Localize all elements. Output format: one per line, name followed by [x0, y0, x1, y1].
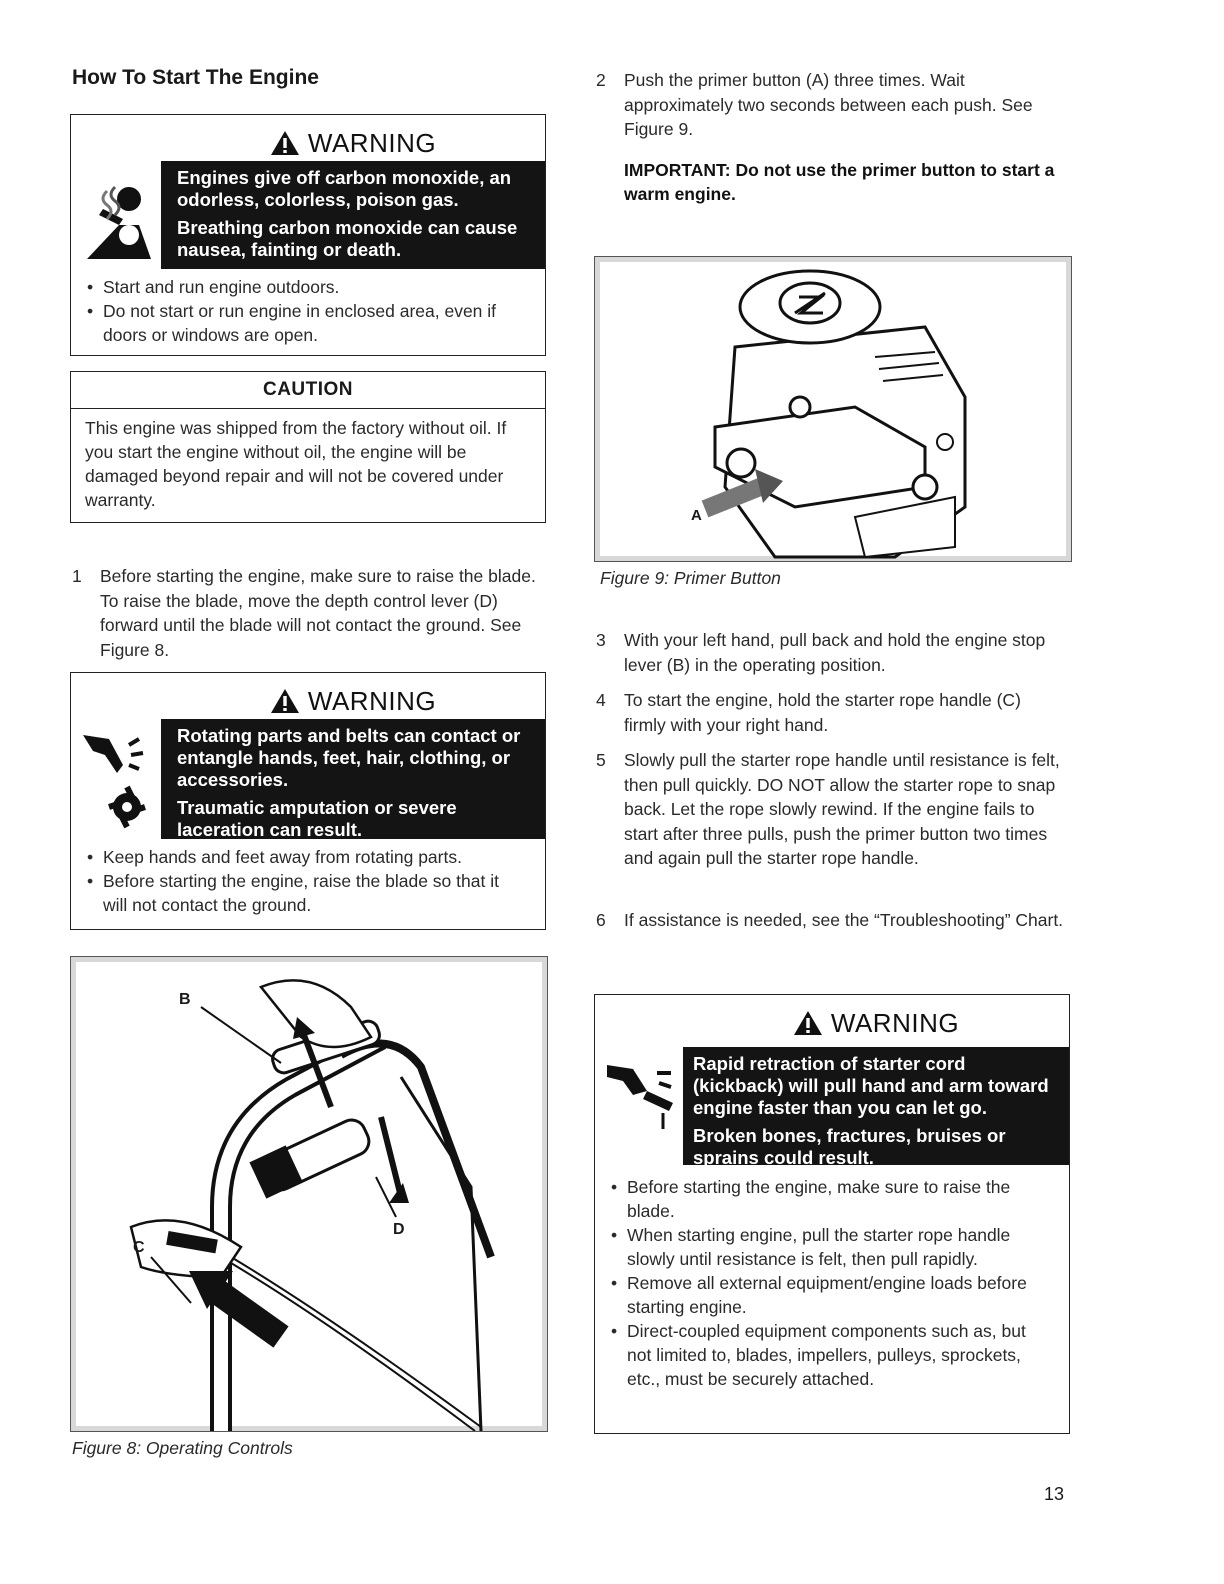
important-note: IMPORTANT: Do not use the primer button to start a warm engine.: [624, 160, 1055, 204]
step-number: 1: [72, 566, 82, 586]
carbon-monoxide-hazard-icon: [79, 177, 163, 267]
list-item: • Direct-coupled equipment components such as, but not limited to, blades, impellers, pulleys, sprockets, etc., must be securely attached.: [605, 1319, 1045, 1391]
warning-box-carbon-monoxide: [70, 114, 546, 356]
page-number: 13: [1043, 1484, 1064, 1504]
warning-box-kickback: [594, 994, 1070, 1434]
warning-heading: [161, 125, 545, 161]
caution-title: CAUTION: [262, 379, 354, 400]
figure-operating-controls: [70, 956, 548, 1432]
figure-primer-button: [594, 256, 1072, 562]
step-text: Slowly pull the starter rope handle until resistance is felt, then pull quickly. DO NOT allow the starter rope to snap back. Let the rope slowly rewind. If the engine fails to start after three pulls, push the primer button two times and again pull the starter rope handle.: [624, 750, 1060, 868]
step-number: 2: [596, 70, 606, 90]
step-number: 4: [596, 690, 606, 710]
warning-heading: [683, 1005, 1069, 1041]
hazard-line: Engines give off carbon monoxide, an odorless, colorless, poison gas.: [177, 167, 512, 210]
caution-text: This engine was shipped from the factory without oil. If you start the engine without oil, the engine will be damaged beyond repair and will not be covered under warranty.: [85, 418, 507, 510]
callout-label-a: A: [691, 507, 702, 524]
step-text: To start the engine, hold the starter rope handle (C) firmly with your right hand.: [624, 690, 1021, 735]
warning-hazard-statement: [161, 719, 545, 839]
warning-title: WARNING: [307, 685, 437, 716]
warning-instructions: [81, 845, 521, 917]
list-item: • Keep hands and feet away from rotating parts.: [81, 845, 521, 869]
caution-box: [70, 371, 546, 523]
callout-label-b: B: [179, 991, 191, 1008]
kickback-hazard-icon: [603, 1055, 687, 1131]
figure-9-caption: Figure 9: Primer Button: [600, 568, 781, 588]
list-item: • Do not start or run engine in enclosed area, even if doors or windows are open.: [81, 299, 521, 347]
page-title: How To Start The Engine: [72, 66, 319, 89]
step-text: Before starting the engine, make sure to raise the blade. To raise the blade, move the depth control lever (D) forward until the blade will not contact the ground. See Figure 8.: [100, 566, 536, 660]
step-number: 3: [596, 630, 606, 650]
step-text: If assistance is needed, see the “Troubleshooting” Chart.: [624, 910, 1064, 930]
warning-instructions: [605, 1175, 1045, 1391]
callout-label-d: D: [393, 1221, 405, 1238]
hazard-line: Rotating parts and belts can contact or entangle hands, feet, hair, clothing, or accessories.: [177, 725, 521, 790]
warning-instructions: [81, 275, 521, 347]
warning-title: WARNING: [307, 127, 437, 158]
list-item: • Start and run engine outdoors.: [81, 275, 521, 299]
warning-triangle-icon: [793, 1010, 823, 1036]
warning-triangle-icon: [270, 130, 300, 156]
entanglement-hazard-icon: [79, 725, 163, 835]
divider: [71, 408, 545, 409]
hazard-line: Breathing carbon monoxide can cause nausea, fainting or death.: [177, 217, 518, 260]
list-item: • Before starting the engine, make sure to raise the blade.: [605, 1175, 1045, 1223]
step-text: Push the primer button (A) three times. Wait approximately two seconds between each push. See Figure 9.: [624, 70, 1033, 139]
list-item: • When starting engine, pull the starter rope handle slowly until resistance is felt, then pull rapidly.: [605, 1223, 1045, 1271]
warning-box-rotating-parts: [70, 672, 546, 930]
step-text: With your left hand, pull back and hold the engine stop lever (B) in the operating position.: [624, 630, 1046, 675]
warning-title: WARNING: [830, 1007, 960, 1038]
hazard-line: Traumatic amputation or severe laceration can result.: [177, 797, 457, 840]
hazard-line: Broken bones, fractures, bruises or sprains could result.: [693, 1125, 1006, 1168]
list-item: • Remove all external equipment/engine loads before starting engine.: [605, 1271, 1045, 1319]
list-item: • Before starting the engine, raise the blade so that it will not contact the ground.: [81, 869, 521, 917]
warning-triangle-icon: [270, 688, 300, 714]
callout-label-c: C: [133, 1239, 145, 1256]
step-number: 6: [596, 910, 606, 930]
warning-heading: [161, 683, 545, 719]
warning-hazard-statement: [161, 161, 545, 269]
hazard-line: Rapid retraction of starter cord (kickback) will pull hand and arm toward engine faster than you can let go.: [693, 1053, 1049, 1118]
figure-8-caption: Figure 8: Operating Controls: [72, 1438, 293, 1458]
engine-illustration: [595, 257, 1071, 561]
step-number: 5: [596, 750, 606, 770]
operating-controls-illustration: [71, 957, 547, 1431]
warning-hazard-statement: [683, 1047, 1069, 1168]
